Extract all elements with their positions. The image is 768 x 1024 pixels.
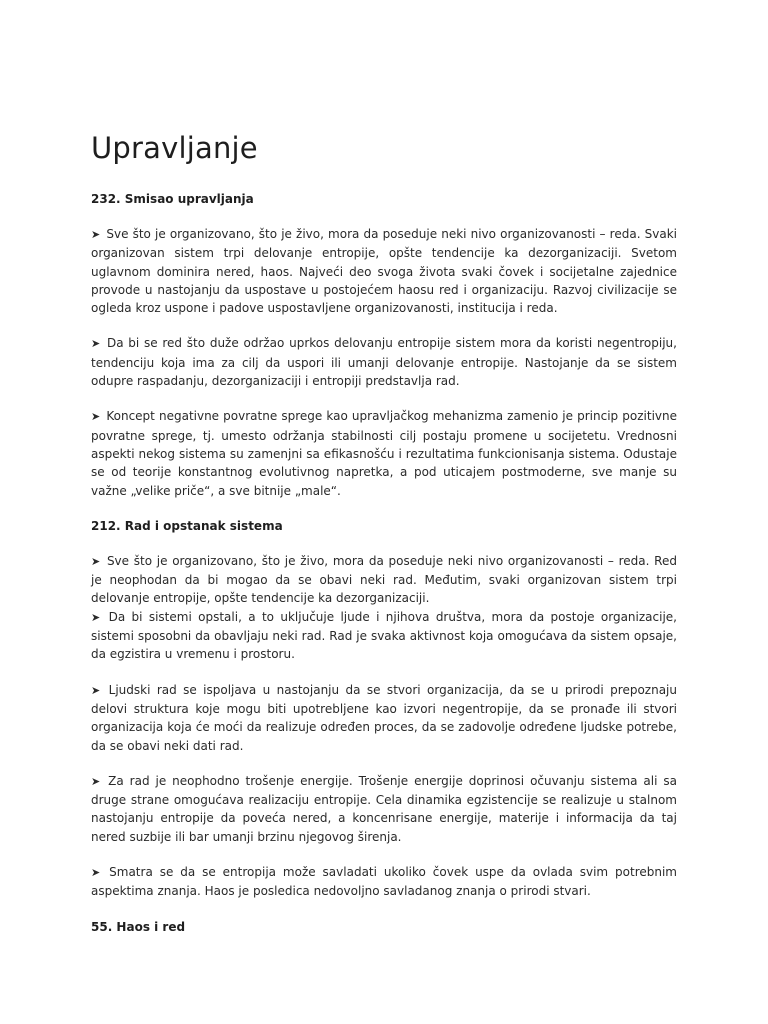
arrow-bullet-icon: ➤	[91, 337, 101, 351]
paragraph-text: Sve što je organizovano, što je živo, mora da poseduje neki nivo organizovanosti – reda. Red je neophodan da bi mogao da se obavi neki rad. Međutim, svaki organizovan sistem trpi delovanje entropije, opšte tendencije ka dezorganizaciji.	[91, 553, 677, 606]
arrow-bullet-icon: ➤	[91, 774, 101, 788]
paragraph	[91, 608, 677, 664]
paragraph	[91, 772, 677, 846]
paragraph	[91, 552, 677, 608]
paragraph-text: Da bi sistemi opstali, a to uključuje ljude i njihova društva, mora da postoje organizacije, sistemi sposobni da obavljaju neki rad. Rad je svaka aktivnost koja omogućava da sistem opsaje, da egzistira u vremenu i prostoru.	[91, 609, 677, 662]
arrow-bullet-icon: ➤	[91, 228, 101, 241]
paragraph-text: Za rad je neophodno trošenje energije. Trošenje energije doprinosi očuvanju sistema ali sa druge strane omogućava realizaciju entropije. Cela dinamika egzistencije se realizuje u stalnom nastojanju entropije da poveća nered, a koncenrisane energije, materije i informacija da taj nered suzbije ili bar umanji brzinu njegovog širenja.	[91, 773, 677, 844]
paragraph	[91, 681, 677, 755]
arrow-bullet-icon: ➤	[91, 610, 101, 624]
paragraph-text: Da bi se red što duže održao uprkos delovanju entropije sistem mora da koristi negentropiju, tendenciju koja ima za cilj da uspori ili umanji delovanje entropije. Nastojanje da se sistem odupre raspadanju, dezorganizaciji i entropiji predstavlja rad.	[91, 336, 677, 389]
paragraph	[91, 334, 677, 390]
paragraph	[91, 225, 677, 317]
arrow-bullet-icon: ➤	[91, 683, 101, 697]
section-heading-rad: 212. Rad i opstanak sistema	[91, 518, 283, 533]
page-title: Upravljanje	[91, 131, 258, 165]
paragraph-text: Koncept negativne povratne sprege kao upravljačkog mehanizma zamenio je princip pozitivne povratne sprege, tj. umesto održanja stabilnosti cilj postaju promene u socijetetu. Vrednosni aspekti nekog sistema su zamenjni sa efikasnošću i rezultatima funkcionisanja sistema. Odustaje se od teorije konstantnog evolutivnog napretka, a pod uticajem postmoderne, sve manje su važne „velike priče“, a sve bitnije „male“.	[91, 409, 677, 498]
arrow-bullet-icon: ➤	[91, 866, 101, 880]
paragraph-text: Smatra se da se entropija može savladati ukoliko čovek uspe da ovlada svim potrebnim aspektima znanja. Haos je posledica nedovoljno savladanog znanja o prirodi stvari.	[91, 865, 677, 899]
paragraph	[91, 407, 677, 499]
section-heading-smisao: 232. Smisao upravljanja	[91, 192, 254, 206]
arrow-bullet-icon: ➤	[91, 554, 101, 568]
section-heading-haos: 55. Haos i red	[91, 919, 186, 934]
paragraph	[91, 863, 677, 901]
paragraph-text: Ljudski rad se ispoljava u nastojanju da se stvori organizacija, da se u prirodi prepoznaju delovi struktura koje mogu biti upotrebljene kao izvori negentropije, da se pronađe ili stvori organizacija koja će moći da realizuje određen proces, da se zadovolje određene ljudske potrebe, da se obavi neki dati rad.	[91, 682, 677, 753]
paragraph-text: Sve što je organizovano, što je živo, mora da poseduje neki nivo organizovanosti – reda. Svaki organizovan sistem trpi delovanje entropije, opšte tendencije ka dezorganizaciji. Svetom uglavnom dominira nered, haos. Najveći deo svoga života svaki čovek i socijetalne zajednice provode u nastojanju da uspostave u postojećem haosu red i organizaciju. Razvoj civilizacije se ogleda kroz uspone i padove uspostavljene organizovanosti, institucija i reda.	[91, 227, 677, 316]
arrow-bullet-icon: ➤	[91, 410, 101, 424]
